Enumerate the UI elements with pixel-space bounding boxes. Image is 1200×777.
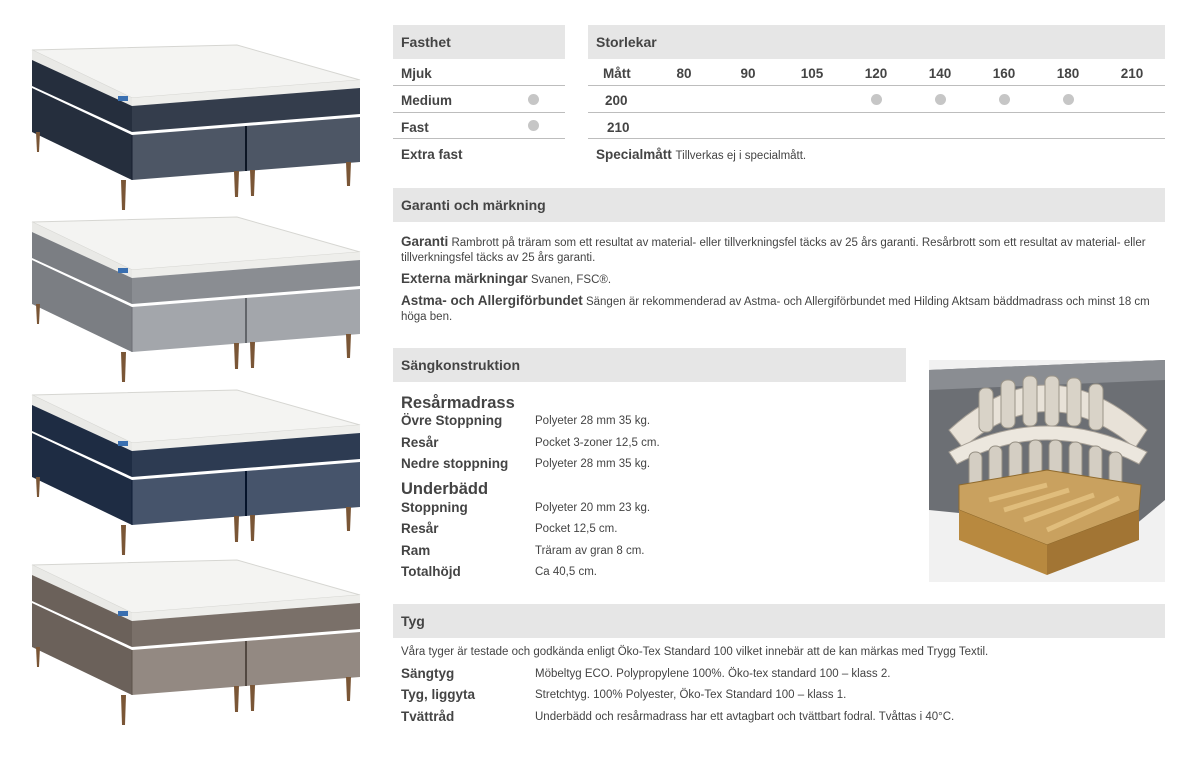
spec-value: Polyeter 28 mm 35 kg. xyxy=(535,458,651,470)
fabric-intro: Våra tyger är testade och godkända enligt Öko-Tex Standard 100 vilket innebär att de kan märkas med Trygg Textil. xyxy=(401,646,989,658)
spec-value: Pocket 12,5 cm. xyxy=(535,523,618,535)
spec-value: Pocket 3-zoner 12,5 cm. xyxy=(535,437,660,449)
warranty-header: Garanti och märkning xyxy=(393,188,1165,222)
size-width: 90 xyxy=(740,66,756,81)
sizes-header: Storlekar xyxy=(588,25,1165,59)
warranty-paragraph xyxy=(401,234,1165,266)
firmness-label-mjuk: Mjuk xyxy=(401,66,432,81)
divider xyxy=(393,138,565,139)
spec-label: Resår xyxy=(401,521,439,536)
spec-value: Träram av gran 8 cm. xyxy=(535,545,645,557)
size-width: 80 xyxy=(676,66,692,81)
fabric-label: Tyg, liggyta xyxy=(401,687,476,702)
size-width: 210 xyxy=(1120,66,1144,81)
fabric-header: Tyg xyxy=(393,604,1165,638)
divider xyxy=(588,138,1165,139)
warranty-label: Garanti xyxy=(401,234,449,249)
asthma-label: Astma- och Allergiförbundet xyxy=(401,293,583,308)
size-width: 105 xyxy=(800,66,824,81)
availability-dot xyxy=(528,120,539,131)
asthma-paragraph xyxy=(401,293,1167,325)
bed-taupe-image xyxy=(22,555,372,730)
fabric-label: Sängtyg xyxy=(401,666,455,681)
sizes-matt-label: Mått xyxy=(603,66,631,81)
external-labels-label: Externa märkningar xyxy=(401,271,528,286)
fabric-value: Möbeltyg ECO. Polypropylene 100%. Öko-tex standard 100 – klass 2. xyxy=(535,668,891,680)
spec-label: Stoppning xyxy=(401,500,468,515)
external-labels-text: Svanen, FSC®. xyxy=(531,274,612,286)
mattress-heading: Resårmadrass xyxy=(401,394,515,412)
spec-label: Resår xyxy=(401,435,439,450)
special-size-row xyxy=(596,147,806,162)
spec-label: Nedre stoppning xyxy=(401,456,509,471)
spec-label: Ram xyxy=(401,543,431,558)
bed-light-grey-image xyxy=(22,212,372,387)
bed-navy-image xyxy=(22,385,372,560)
special-size-label: Specialmått xyxy=(596,147,672,162)
fabric-value: Stretchtyg. 100% Polyester, Öko-Tex Standard 100 – klass 1. xyxy=(535,689,847,701)
size-width: 140 xyxy=(928,66,952,81)
spec-value: Ca 40,5 cm. xyxy=(535,566,597,578)
size-width: 160 xyxy=(992,66,1016,81)
size-width: 120 xyxy=(864,66,888,81)
divider xyxy=(588,85,1165,86)
base-heading: Underbädd xyxy=(401,480,489,498)
size-length-210: 210 xyxy=(607,120,630,135)
spec-value: Polyeter 20 mm 23 kg. xyxy=(535,502,651,514)
availability-dot xyxy=(871,94,882,105)
construction-cutaway-image xyxy=(929,360,1165,582)
availability-dot xyxy=(1063,94,1074,105)
availability-dot xyxy=(528,94,539,105)
asthma-text: Sängen är rekommenderad av Astma- och Allergiförbundet med Hilding Aktsam bäddmadrass och minst 18 cm höga ben. xyxy=(401,296,1150,323)
fabric-value: Underbädd och resårmadrass har ett avtagbart och tvättbart fodral. Tvåttas i 40°C. xyxy=(535,711,955,723)
fabric-label: Tvättråd xyxy=(401,709,455,724)
divider xyxy=(393,85,565,86)
external-labels-paragraph xyxy=(401,271,1165,288)
spec-value: Polyeter 28 mm 35 kg. xyxy=(535,415,651,427)
divider xyxy=(393,112,565,113)
availability-dot xyxy=(999,94,1010,105)
bed-dark-grey-image xyxy=(22,40,372,215)
availability-dot xyxy=(935,94,946,105)
firmness-label-medium: Medium xyxy=(401,93,453,108)
spec-label: Övre Stoppning xyxy=(401,413,503,428)
construction-header: Sängkonstruktion xyxy=(393,348,906,382)
divider xyxy=(588,112,1165,113)
warranty-text: Rambrott på träram som ett resultat av material- eller tillverkningsfel täcks av 25 års garanti. Resårbrott som ett resultat av material- eller tillverkningsfel täcks av 25 års garanti. xyxy=(401,237,1146,264)
firmness-header: Fasthet xyxy=(393,25,565,59)
firmness-label-fast: Fast xyxy=(401,120,429,135)
size-length-200: 200 xyxy=(605,93,628,108)
size-width: 180 xyxy=(1056,66,1080,81)
special-size-text: Tillverkas ej i specialmått. xyxy=(675,150,807,162)
spec-label: Totalhöjd xyxy=(401,564,461,579)
firmness-label-extra-fast: Extra fast xyxy=(401,147,463,162)
